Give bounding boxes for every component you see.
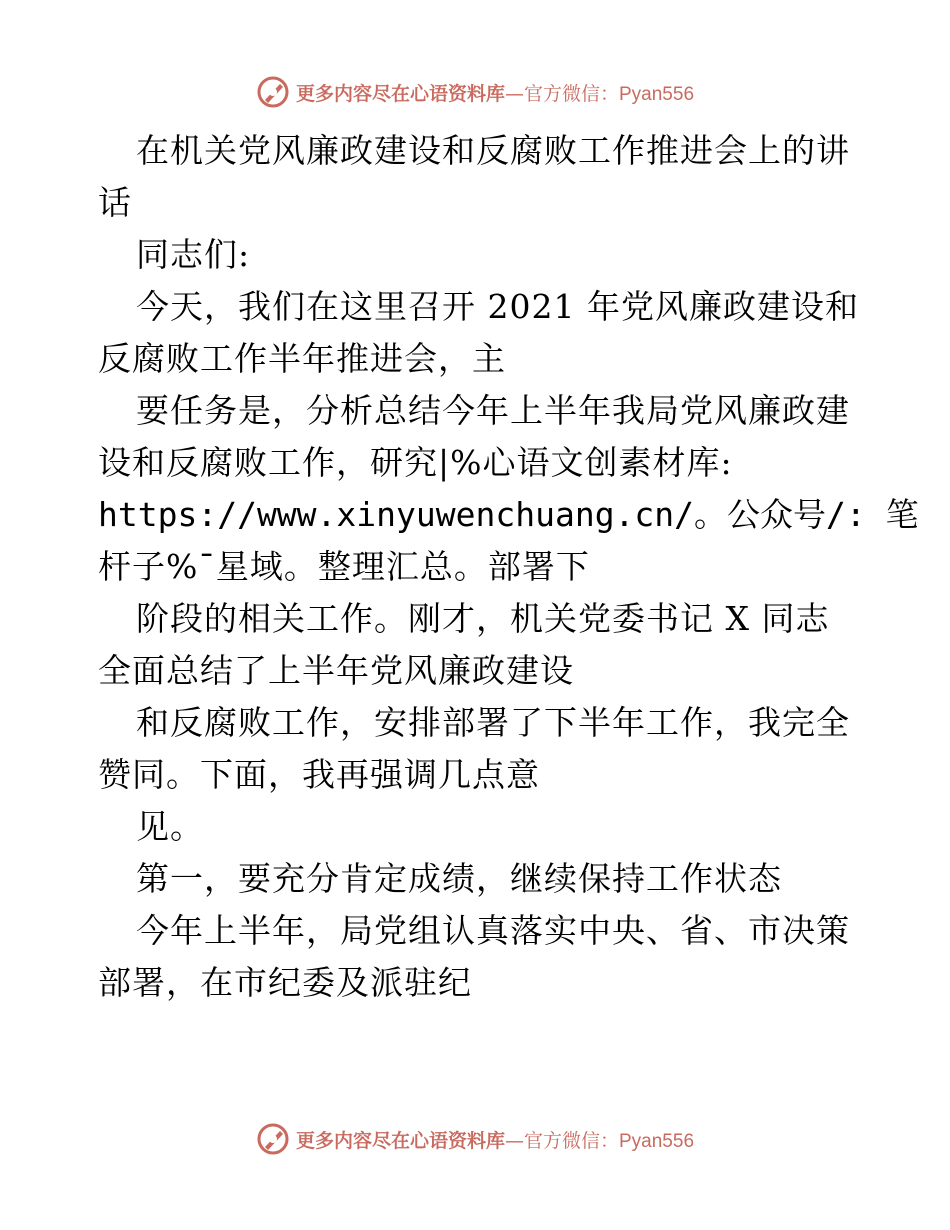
header-watermark (0, 72, 950, 112)
document-title-line-2: 话 (98, 183, 132, 222)
paragraph-line: 和反腐败工作，安排部署了下半年工作，我完全 (136, 703, 850, 742)
paragraph-line: 要任务是，分析总结今年上半年我局党风廉政建 (136, 391, 850, 430)
section-heading: 第一，要充分肯定成绩，继续保持工作状态 (136, 859, 782, 898)
paragraph-line-url: https://www.xinyuwenchuang.cn/。公众号/: 笔 (98, 495, 919, 534)
pen-circle-logo-icon (256, 1122, 290, 1156)
watermark-main: 更多内容尽在心语资料库 (295, 1129, 505, 1152)
watermark-dash: — (504, 1129, 524, 1152)
document-title-line-1: 在机关党风廉政建设和反腐败工作推进会上的讲 (136, 131, 850, 170)
paragraph-line: 设和反腐败工作，研究|%心语文创素材库: (98, 443, 733, 482)
paragraph-line: 赞同。下面，我再强调几点意 (98, 755, 540, 794)
watermark-dash: — (504, 82, 524, 105)
watermark-wechat-label: 官方微信： (523, 82, 619, 105)
paragraph-line: 今天，我们在这里召开 2021 年党风廉政建设和 (136, 287, 859, 326)
paragraph-line: 阶段的相关工作。刚才，机关党委书记 X 同志 (136, 599, 830, 638)
watermark-wechat-id: Pyan556 (619, 1130, 695, 1152)
watermark-text (296, 1126, 694, 1153)
watermark-main: 更多内容尽在心语资料库 (295, 82, 505, 105)
salutation: 同志们: (136, 235, 251, 274)
watermark-wechat-id: Pyan556 (619, 83, 695, 105)
watermark-wechat-label: 官方微信： (523, 1129, 619, 1152)
paragraph-line: 今年上半年，局党组认真落实中央、省、市决策 (136, 911, 850, 950)
paragraph-line: 部署，在市纪委及派驻纪 (98, 963, 472, 1002)
paragraph-line: 全面总结了上半年党风廉政建设 (98, 651, 574, 690)
document-body (98, 125, 919, 1009)
paragraph-line: 反腐败工作半年推进会，主 (98, 339, 506, 378)
footer-watermark (0, 1119, 950, 1159)
watermark-text (296, 79, 694, 106)
paragraph-line: 杆子%¯星域。整理汇总。部署下 (98, 547, 590, 586)
paragraph-line: 见。 (136, 807, 204, 846)
pen-circle-logo-icon (256, 75, 290, 109)
